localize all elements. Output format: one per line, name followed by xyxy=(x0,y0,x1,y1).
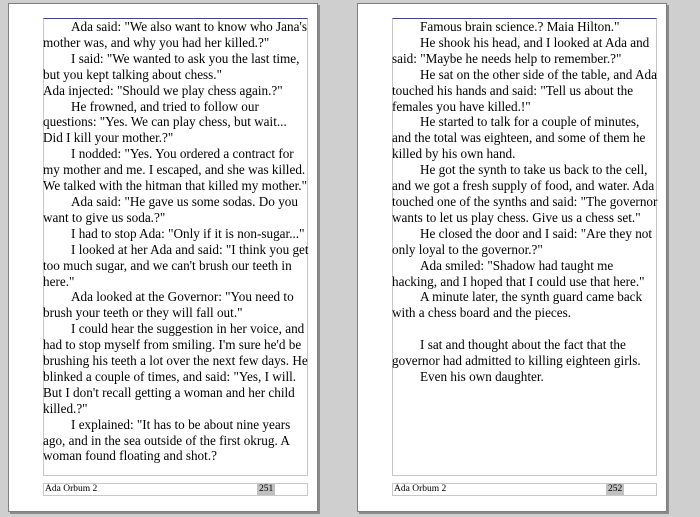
paragraph: I sat and thought about the fact that the governor had admitted to killing eighteen girls. xyxy=(392,337,641,369)
paragraph xyxy=(392,321,658,337)
paragraph: I could hear the suggestion in her voice, and had to stop myself from smiling. I'm sure he'd be brushing his teeth a lot over the next few days. He blinked a couple of times, and said: "Yes, I will. But I don't recall getting a woman and her child killed.?" xyxy=(43,321,308,416)
paragraph: He got the synth to take us back to the cell, and we got a fresh supply of food, and water. Ada touched one of the synths and said: "The governor wants to let us play chess. Give us a chess set." xyxy=(392,162,658,225)
footer-page-number: 251 xyxy=(259,484,274,494)
right-page-body xyxy=(392,19,658,385)
paragraph: He sat on the other side of the table, and Ada touched his hands and said: "Tell us about the females you have killed.!" xyxy=(392,66,657,114)
paragraph: He shook his head, and I looked at Ada and said: "Maybe he needs help to remember.?" xyxy=(392,34,650,66)
paragraph: Ada injected: "Should we play chess again.?" xyxy=(43,82,283,98)
footer-book-title: Ada Orbum 2 xyxy=(394,484,447,494)
paragraph: A minute later, the synth guard came back with a chess board and the pieces. xyxy=(392,289,643,321)
left-page-footer xyxy=(43,483,308,496)
paragraph: He closed the door and I said: "Are they not only loyal to the governor.?" xyxy=(392,225,653,257)
footer-book-title: Ada Orbum 2 xyxy=(45,484,98,494)
right-page-footer xyxy=(392,483,657,496)
paragraph: He frowned, and tried to follow our questions: "Yes. We can play chess, but wait... Did I kill your mother.?" xyxy=(43,98,287,146)
paragraph: Ada said: "He gave us some sodas. Do you want to give us soda.?" xyxy=(43,193,298,225)
paragraph: Ada smiled: "Shadow had taught me hacking, and I hoped that I could use that here." xyxy=(392,257,645,289)
left-page-body xyxy=(43,19,309,464)
paragraph: Ada looked at the Governor: "You need to brush your teeth or they will fall out." xyxy=(43,289,294,321)
paragraph: He started to talk for a couple of minutes, and the total was eighteen, and some of them he killed by his own hand. xyxy=(392,114,646,162)
paragraph: Ada said: "We also want to know who Jana's mother was, and why you had her killed.?" xyxy=(43,19,307,50)
footer-page-number: 252 xyxy=(608,484,623,494)
paragraph: I said: "We wanted to ask you the last time, but you kept talking about chess." xyxy=(43,50,300,82)
paragraph: I had to stop Ada: "Only if it is non-sugar..." xyxy=(71,225,305,241)
paragraph: Famous brain science.? Maia Hilton." xyxy=(420,19,620,34)
right-page xyxy=(357,3,667,512)
left-page xyxy=(8,3,318,512)
paragraph: Even his own daughter. xyxy=(420,368,544,384)
paragraph: I looked at her Ada and said: "I think you get too much sugar, and we can't brush our teeth in here." xyxy=(43,241,309,289)
paragraph: I explained: "It has to be about nine years ago, and in the sea outside of the first okrug. A woman found floating and shot.? xyxy=(43,416,291,464)
paragraph: I nodded: "Yes. You ordered a contract for my mother and me. I escaped, and she was killed. We talked with the hitman that killed my mother." xyxy=(43,146,307,194)
